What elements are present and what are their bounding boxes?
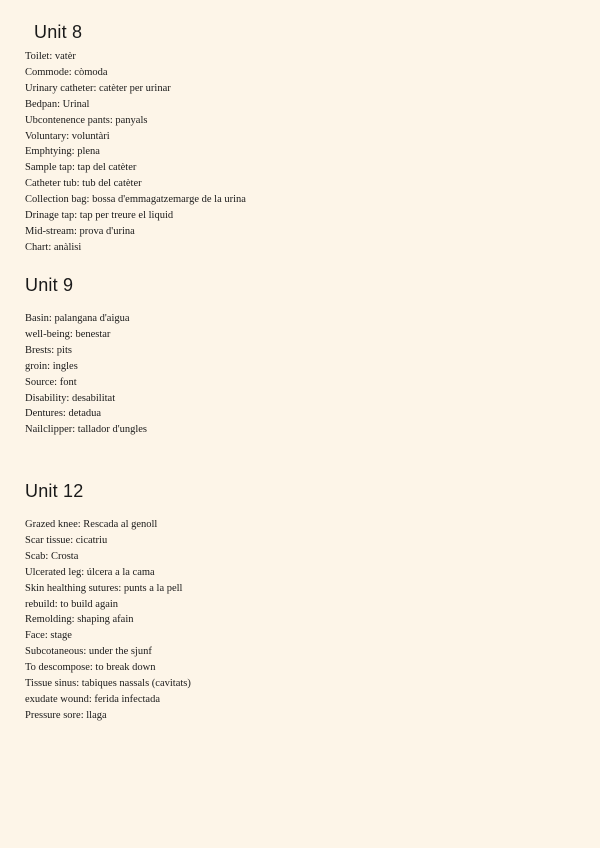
vocabulary-item: Scab: Crosta xyxy=(25,550,79,562)
vocabulary-item: Tissue sinus: tabiques nassals (cavitats) xyxy=(25,678,191,690)
vocabulary-item: Dentures: detadua xyxy=(25,408,102,420)
vocabulary-item: Nailclipper: tallador d'ungles xyxy=(25,424,148,436)
vocabulary-item: Catheter tub: tub del catèter xyxy=(25,178,142,190)
vocabulary-item: Mid-stream: prova d'urina xyxy=(25,225,135,237)
vocabulary-item: rebuild: to build again xyxy=(25,598,119,610)
vocabulary-list xyxy=(25,517,585,724)
vocabulary-item: Voluntary: voluntàri xyxy=(25,130,110,142)
vocabulary-item: Collection bag: bossa d'emmagatzemarge de la urina xyxy=(25,194,246,206)
vocabulary-item: Subcotaneous: under the sjunf xyxy=(25,646,152,658)
vocabulary-item: Bedpan: Urinal xyxy=(25,98,90,110)
vocabulary-list xyxy=(25,49,585,256)
vocabulary-item: Ulcerated leg: úlcera a la cama xyxy=(25,566,155,578)
vocabulary-item: groin: ingles xyxy=(25,360,78,372)
vocabulary-item: Pressure sore: llaga xyxy=(25,709,107,721)
vocabulary-item: Brests: pits xyxy=(25,344,72,356)
vocabulary-item: Drinage tap: tap per treure el liquid xyxy=(25,210,174,222)
vocabulary-item: Disability: desabilitat xyxy=(25,392,116,404)
vocabulary-item: Emphtying: plena xyxy=(25,146,100,158)
vocabulary-item: Face: stage xyxy=(25,630,72,642)
vocabulary-item: well-being: benestar xyxy=(25,328,111,340)
vocabulary-item: Basin: palangana d'aigua xyxy=(25,313,130,324)
vocabulary-item: Skin healthing sutures: punts a la pell xyxy=(25,582,183,594)
vocabulary-item: To descompose: to break down xyxy=(25,662,156,674)
unit-8-section xyxy=(25,21,585,256)
vocabulary-item: Chart: anàlisi xyxy=(25,241,82,253)
vocabulary-item: Remolding: shaping afain xyxy=(25,614,134,626)
vocabulary-item: Commode: còmoda xyxy=(25,66,108,78)
vocabulary-item: Source: font xyxy=(25,376,77,388)
vocabulary-item: Sample tap: tap del catèter xyxy=(25,162,137,174)
vocabulary-item: Ubcontenence pants: panyals xyxy=(25,114,148,126)
unit-9-section xyxy=(25,274,585,438)
vocabulary-item: exudate wound: ferida infectada xyxy=(25,693,160,705)
unit-12-section xyxy=(25,480,585,724)
vocabulary-item: Urinary catheter: catèter per urinar xyxy=(25,82,171,94)
section-heading: Unit 9 xyxy=(25,275,74,295)
vocabulary-item: Toilet: vatèr xyxy=(25,51,76,62)
vocabulary-item: Scar tissue: cicatriu xyxy=(25,534,108,546)
vocabulary-item: Grazed knee: Rescada al genoll xyxy=(25,519,158,530)
section-heading: Unit 12 xyxy=(25,481,84,501)
vocabulary-list xyxy=(25,311,585,438)
section-heading: Unit 8 xyxy=(34,22,83,42)
